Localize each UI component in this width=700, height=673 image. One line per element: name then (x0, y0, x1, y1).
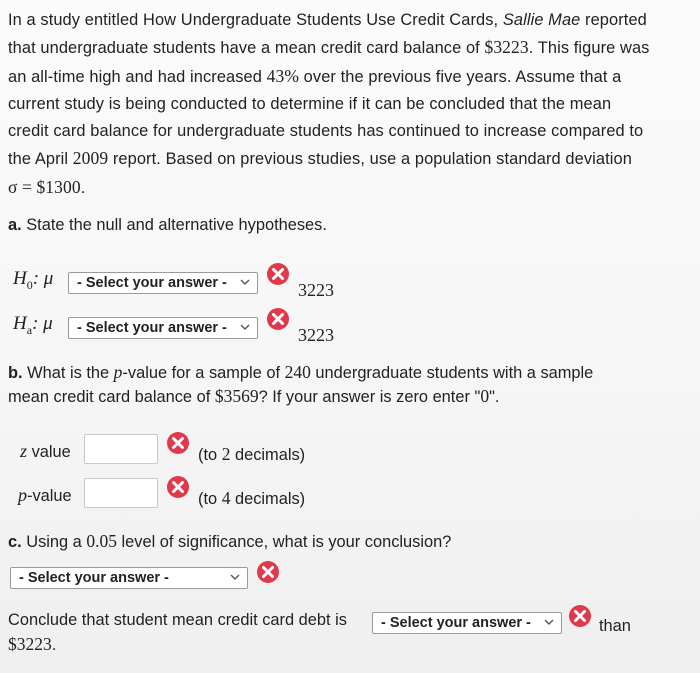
p-value-input[interactable] (84, 478, 158, 508)
mean-balance: $3223 (484, 37, 529, 58)
p-value-label: p-value (18, 485, 72, 505)
h0-operator-select[interactable]: - Select your answer - (68, 272, 258, 294)
z-value-hint: (to 2 decimals) (198, 444, 306, 464)
problem-line-7: σ = $1300. (8, 176, 86, 197)
x-circle-icon (568, 604, 592, 628)
problem-statement (8, 7, 694, 202)
problem-line-2: that undergraduate students have a mean credit card balance of $3223. This figure was (8, 37, 650, 58)
h0-label: $H_0$: μ (13, 268, 54, 292)
h0-value: 3223 (298, 280, 334, 300)
x-circle-icon (266, 307, 290, 331)
p-value-hint: (to 4 decimals) (198, 488, 306, 508)
chevron-down-icon (229, 571, 241, 583)
x-circle-icon (256, 560, 280, 584)
ha-label: $H_a$: μ (13, 313, 53, 337)
chevron-down-icon (543, 616, 555, 628)
conclusion-select[interactable]: - Select your answer - (10, 567, 248, 589)
conclusion-amount: $3223. (8, 634, 57, 654)
problem-line-3: an all-time high and had increased 43% over the previous five years. Assume that a (8, 65, 622, 86)
problem-line-1: In a study entitled How Undergraduate Students Use Credit Cards, Sallie Mae reported (8, 11, 647, 29)
conclude-text: Conclude that student mean credit card debt is (8, 611, 347, 629)
problem-line-4: current study is being conducted to determine if it can be concluded that the mean (8, 94, 612, 113)
part-a-prompt: a. State the null and alternative hypotheses. (8, 216, 327, 234)
x-circle-icon (166, 431, 190, 455)
problem-line-5: credit card balance for undergraduate students has continued to increase compared to (8, 122, 644, 141)
x-circle-icon (266, 262, 290, 286)
ha-operator-select[interactable]: - Select your answer - (68, 317, 258, 339)
x-circle-icon (166, 475, 190, 499)
debt-comparison-select[interactable]: - Select your answer - (372, 612, 562, 634)
part-c-prompt: c. Using a 0.05 level of significance, what is your conclusion? (8, 531, 452, 551)
problem-line-6: the April 2009 report. Based on previous studies, use a population standard deviation (8, 148, 632, 169)
z-value-input[interactable] (84, 434, 158, 464)
z-value-label: z value (20, 441, 71, 461)
chevron-down-icon (239, 321, 251, 333)
ha-value: 3223 (298, 325, 334, 345)
part-b-prompt-line-1: b. What is the p-value for a sample of 240 undergraduate students with a sample (8, 362, 594, 382)
part-b-prompt-line-2: mean credit card balance of $3569? If your answer is zero enter "0". (8, 386, 500, 406)
than-text: than (599, 617, 631, 635)
chevron-down-icon (239, 276, 251, 288)
sigma-value: σ = $1300 (8, 176, 81, 197)
